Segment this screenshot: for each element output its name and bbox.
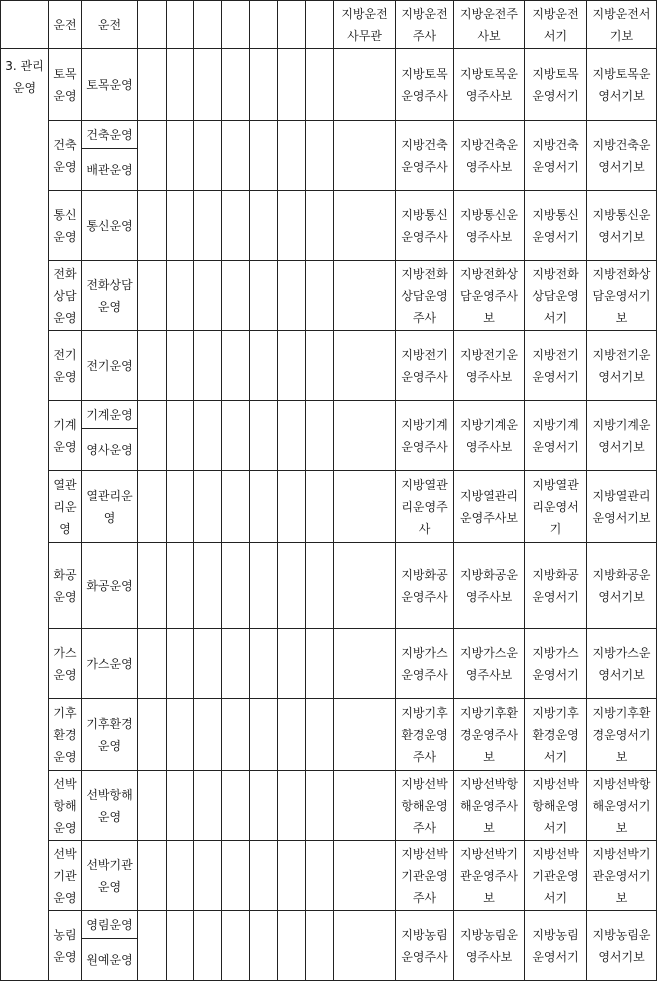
empty-cell: [278, 911, 306, 981]
subfield-cell: 선박항해 운영: [82, 771, 138, 841]
empty-cell: [194, 911, 222, 981]
subfield-cell: 전화상담 운영: [82, 261, 138, 331]
subfield-cell: 화공운영: [82, 543, 138, 629]
empty-cell: [222, 841, 250, 911]
empty-cell: [306, 121, 334, 191]
empty-cell: [306, 401, 334, 471]
empty-cell: [138, 121, 167, 191]
grade-cell: 지방기계 운영주사: [396, 401, 454, 471]
empty-cell: [222, 911, 250, 981]
empty-cell: [138, 629, 167, 699]
header-empty-cell: [306, 1, 334, 49]
field-cell: 선박 기관 운영: [49, 841, 82, 911]
grade-cell: 지방선박 기관운영 서기: [525, 841, 587, 911]
grade-cell: 지방기계운 영서기보: [587, 401, 657, 471]
grade-cell: 지방선박 기관운영 주사: [396, 841, 454, 911]
grade-cell: 지방토목운 영서기보: [587, 49, 657, 121]
grade-cell: 지방통신운 영주사보: [454, 191, 525, 261]
grade-cell: 지방통신 운영서기: [525, 191, 587, 261]
header-empty-cell: [138, 1, 167, 49]
grade-cell: 지방기후환 경운영서기 보: [587, 699, 657, 771]
field-cell: 선박 항해 운영: [49, 771, 82, 841]
subfield-cell: 건축운영: [82, 121, 138, 149]
empty-cell: [222, 543, 250, 629]
empty-cell: [138, 771, 167, 841]
grade-cell: 지방기계 운영서기: [525, 401, 587, 471]
grade-cell: 지방통신운 영서기보: [587, 191, 657, 261]
grade-cell: 지방기계운 영주사보: [454, 401, 525, 471]
empty-cell: [194, 543, 222, 629]
grade-cell: 지방토목 운영서기: [525, 49, 587, 121]
field-cell: 가스 운영: [49, 629, 82, 699]
empty-cell: [194, 121, 222, 191]
empty-cell: [194, 261, 222, 331]
empty-cell: [194, 841, 222, 911]
empty-cell: [306, 771, 334, 841]
grade-cell: 지방전기 운영주사: [396, 331, 454, 401]
empty-cell: [222, 331, 250, 401]
grade-cell: 지방전화상 담운영서기 보: [587, 261, 657, 331]
grade-cell: 지방전화상 담운영주사 보: [454, 261, 525, 331]
header-field-cell: 운전: [49, 1, 82, 49]
empty-cell: [222, 401, 250, 471]
subfield-cell: 가스운영: [82, 629, 138, 699]
empty-cell: [138, 911, 167, 981]
table-row: [1, 401, 657, 429]
header-grade-cell: 지방운전 사무관: [334, 1, 396, 49]
field-cell: 기후 환경 운영: [49, 699, 82, 771]
empty-cell: [278, 699, 306, 771]
empty-cell: [250, 699, 278, 771]
empty-cell: [250, 331, 278, 401]
table-row: [1, 261, 657, 331]
empty-cell: [138, 471, 167, 543]
empty-cell: [250, 629, 278, 699]
header-empty-cell: [194, 1, 222, 49]
empty-cell: [250, 841, 278, 911]
subfield-cell: 원예운영: [82, 939, 138, 981]
empty-cell: [278, 261, 306, 331]
empty-cell: [278, 471, 306, 543]
grade-cell: 지방건축 운영서기: [525, 121, 587, 191]
grade-cell: [334, 191, 396, 261]
grade-cell: 지방가스 운영주사: [396, 629, 454, 699]
grade-cell: 지방기후환 경운영주사 보: [454, 699, 525, 771]
subfield-cell: 통신운영: [82, 191, 138, 261]
empty-cell: [167, 911, 194, 981]
subfield-cell: 영림운영: [82, 911, 138, 939]
empty-cell: [138, 841, 167, 911]
grade-cell: 지방선박항 해운영주사 보: [454, 771, 525, 841]
grade-cell: 지방열관리 운영주사보: [454, 471, 525, 543]
empty-cell: [222, 121, 250, 191]
empty-cell: [194, 331, 222, 401]
grade-cell: 지방건축 운영주사: [396, 121, 454, 191]
grade-cell: 지방토목운 영주사보: [454, 49, 525, 121]
header-grade-cell: 지방운전주 사보: [454, 1, 525, 49]
grade-cell: [334, 331, 396, 401]
grade-cell: 지방화공 운영주사: [396, 543, 454, 629]
header-subfield-cell: 운전: [82, 1, 138, 49]
empty-cell: [222, 771, 250, 841]
grade-cell: 지방기후 환경운영 서기: [525, 699, 587, 771]
empty-cell: [306, 49, 334, 121]
field-cell: 기계 운영: [49, 401, 82, 471]
grade-cell: 지방전기운 영서기보: [587, 331, 657, 401]
grade-cell: 지방농림운 영서기보: [587, 911, 657, 981]
empty-cell: [138, 699, 167, 771]
empty-cell: [250, 49, 278, 121]
empty-cell: [194, 49, 222, 121]
grade-cell: 지방화공운 영주사보: [454, 543, 525, 629]
grade-cell: 지방기후 환경운영 주사: [396, 699, 454, 771]
field-cell: 건축 운영: [49, 121, 82, 191]
empty-cell: [278, 191, 306, 261]
grade-cell: 지방전기운 영주사보: [454, 331, 525, 401]
empty-cell: [167, 699, 194, 771]
empty-cell: [138, 401, 167, 471]
grade-cell: 지방선박항 해운영서기 보: [587, 771, 657, 841]
grade-cell: [334, 629, 396, 699]
header-corner-cell: [1, 1, 49, 49]
field-cell: 통신 운영: [49, 191, 82, 261]
empty-cell: [306, 629, 334, 699]
empty-cell: [306, 331, 334, 401]
empty-cell: [167, 543, 194, 629]
grade-cell: 지방전기 운영서기: [525, 331, 587, 401]
empty-cell: [306, 911, 334, 981]
table-row: [1, 471, 657, 543]
empty-cell: [167, 771, 194, 841]
empty-cell: [250, 191, 278, 261]
grade-cell: 지방농림 운영주사: [396, 911, 454, 981]
grade-cell: 지방가스 운영서기: [525, 629, 587, 699]
grade-cell: 지방열관 리운영주 사: [396, 471, 454, 543]
grade-cell: [334, 121, 396, 191]
header-row: [1, 1, 657, 49]
grade-cell: [334, 911, 396, 981]
empty-cell: [222, 629, 250, 699]
header-empty-cell: [278, 1, 306, 49]
grade-cell: [334, 841, 396, 911]
empty-cell: [167, 121, 194, 191]
empty-cell: [250, 771, 278, 841]
field-cell: 토목 운영: [49, 49, 82, 121]
header-grade-cell: 지방운전 서기: [525, 1, 587, 49]
empty-cell: [278, 49, 306, 121]
grade-cell: [334, 699, 396, 771]
empty-cell: [167, 401, 194, 471]
empty-cell: [167, 261, 194, 331]
empty-cell: [222, 699, 250, 771]
grade-cell: [334, 261, 396, 331]
empty-cell: [306, 543, 334, 629]
grade-cell: 지방전화 상담운영 주사: [396, 261, 454, 331]
table-row: [1, 629, 657, 699]
empty-cell: [306, 261, 334, 331]
table-row: [1, 543, 657, 629]
table-row: [1, 331, 657, 401]
header-grade-cell: 지방운전 주사: [396, 1, 454, 49]
empty-cell: [278, 401, 306, 471]
empty-cell: [278, 121, 306, 191]
grade-cell: 지방건축운 영서기보: [587, 121, 657, 191]
grade-cell: 지방선박기 관운영주사 보: [454, 841, 525, 911]
empty-cell: [167, 841, 194, 911]
empty-cell: [278, 543, 306, 629]
empty-cell: [138, 191, 167, 261]
grade-cell: 지방통신 운영주사: [396, 191, 454, 261]
empty-cell: [167, 331, 194, 401]
header-empty-cell: [167, 1, 194, 49]
subfield-cell: 토목운영: [82, 49, 138, 121]
grade-cell: 지방가스운 영서기보: [587, 629, 657, 699]
grade-cell: 지방선박기 관운영서기 보: [587, 841, 657, 911]
empty-cell: [222, 49, 250, 121]
grade-cell: 지방농림 운영서기: [525, 911, 587, 981]
empty-cell: [250, 401, 278, 471]
field-cell: 전기 운영: [49, 331, 82, 401]
empty-cell: [306, 841, 334, 911]
grade-cell: 지방열관 리운영서 기: [525, 471, 587, 543]
grade-cell: 지방화공운 영서기보: [587, 543, 657, 629]
grade-cell: 지방선박 항해운영 주사: [396, 771, 454, 841]
table-row: [1, 699, 657, 771]
field-cell: 전화 상담 운영: [49, 261, 82, 331]
empty-cell: [167, 191, 194, 261]
grade-cell: [334, 49, 396, 121]
empty-cell: [222, 261, 250, 331]
table-row: [1, 191, 657, 261]
grade-cell: 지방건축운 영주사보: [454, 121, 525, 191]
empty-cell: [138, 261, 167, 331]
empty-cell: [250, 543, 278, 629]
field-cell: 화공 운영: [49, 543, 82, 629]
field-cell: 열관 리운 영: [49, 471, 82, 543]
grade-cell: 지방농림운 영주사보: [454, 911, 525, 981]
header-grade-cell: 지방운전서 기보: [587, 1, 657, 49]
subfield-cell: 기계운영: [82, 401, 138, 429]
subfield-cell: 영사운영: [82, 429, 138, 471]
header-empty-cell: [250, 1, 278, 49]
empty-cell: [138, 543, 167, 629]
empty-cell: [194, 629, 222, 699]
grade-cell: [334, 401, 396, 471]
table-row: [1, 841, 657, 911]
field-cell: 농림 운영: [49, 911, 82, 981]
empty-cell: [250, 471, 278, 543]
empty-cell: [194, 401, 222, 471]
subfield-cell: 열관리운 영: [82, 471, 138, 543]
subfield-cell: 전기운영: [82, 331, 138, 401]
empty-cell: [138, 49, 167, 121]
empty-cell: [250, 261, 278, 331]
empty-cell: [194, 471, 222, 543]
header-empty-cell: [222, 1, 250, 49]
empty-cell: [278, 331, 306, 401]
grade-cell: 지방가스운 영주사보: [454, 629, 525, 699]
grade-cell: 지방화공 운영서기: [525, 543, 587, 629]
table-row: [1, 49, 657, 121]
table-row: [1, 121, 657, 149]
empty-cell: [222, 471, 250, 543]
grade-cell: 지방열관리 운영서기보: [587, 471, 657, 543]
subfield-cell: 기후환경 운영: [82, 699, 138, 771]
section-cell: 3. 관리 운영: [1, 49, 49, 981]
empty-cell: [222, 191, 250, 261]
empty-cell: [278, 841, 306, 911]
empty-cell: [194, 699, 222, 771]
empty-cell: [250, 911, 278, 981]
empty-cell: [306, 191, 334, 261]
empty-cell: [306, 471, 334, 543]
empty-cell: [167, 49, 194, 121]
grade-cell: 지방토목 운영주사: [396, 49, 454, 121]
empty-cell: [250, 121, 278, 191]
empty-cell: [167, 471, 194, 543]
grade-cell: 지방선박 항해운영 서기: [525, 771, 587, 841]
table-row: [1, 771, 657, 841]
grade-cell: [334, 543, 396, 629]
empty-cell: [278, 629, 306, 699]
empty-cell: [194, 771, 222, 841]
empty-cell: [167, 629, 194, 699]
empty-cell: [138, 331, 167, 401]
table-row: [1, 911, 657, 939]
grade-cell: [334, 771, 396, 841]
empty-cell: [306, 699, 334, 771]
subfield-cell: 선박기관 운영: [82, 841, 138, 911]
empty-cell: [278, 771, 306, 841]
subfield-cell: 배관운영: [82, 149, 138, 191]
grade-cell: 지방전화 상담운영 서기: [525, 261, 587, 331]
empty-cell: [194, 191, 222, 261]
grade-cell: [334, 471, 396, 543]
